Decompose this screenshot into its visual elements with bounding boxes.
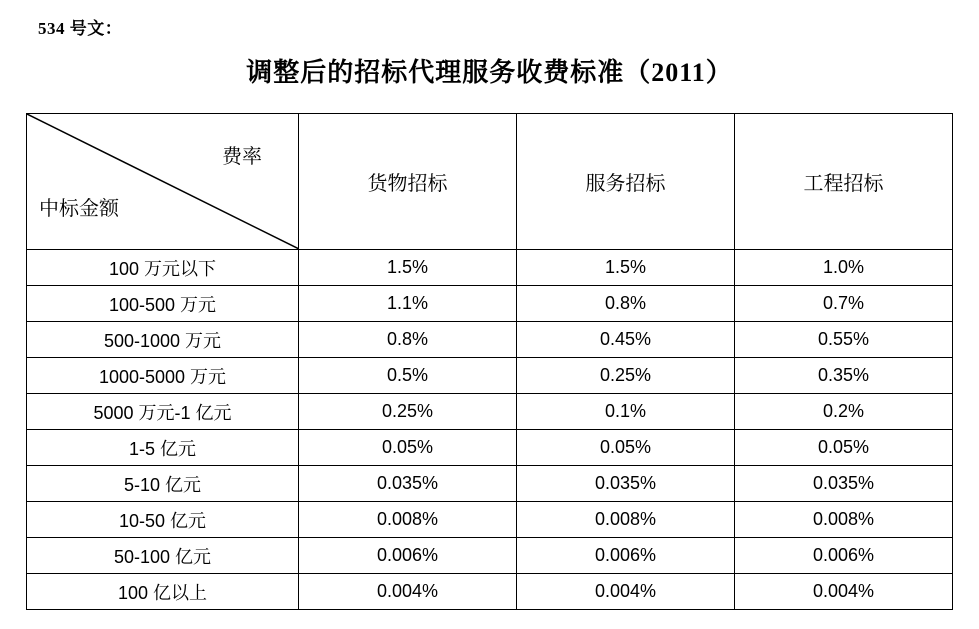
row-label: 10-50 亿元 [27, 502, 299, 538]
table-row [27, 358, 953, 394]
fee-standard-table-container [26, 113, 952, 610]
header-rate-label: 费率 [222, 146, 262, 168]
diagonal-split-header [27, 114, 298, 249]
document-reference-note: 534 号文： [38, 19, 123, 38]
cell-goods: 1.5% [299, 250, 517, 286]
cell-goods: 1.1% [299, 286, 517, 322]
table-row [27, 574, 953, 610]
table-corner-header-cell [27, 114, 299, 250]
cell-goods: 0.5% [299, 358, 517, 394]
row-label: 50-100 亿元 [27, 538, 299, 574]
table-row [27, 466, 953, 502]
row-label: 100 万元以下 [27, 250, 299, 286]
cell-engineering: 0.55% [735, 322, 953, 358]
fee-standard-table [26, 113, 953, 610]
cell-service: 1.5% [517, 250, 735, 286]
cell-service: 0.45% [517, 322, 735, 358]
table-row [27, 286, 953, 322]
cell-service: 0.004% [517, 574, 735, 610]
cell-goods: 0.008% [299, 502, 517, 538]
column-header-service: 服务招标 [517, 114, 735, 250]
cell-engineering: 0.7% [735, 286, 953, 322]
table-row [27, 538, 953, 574]
table-row [27, 430, 953, 466]
cell-service: 0.1% [517, 394, 735, 430]
row-label: 100 亿以上 [27, 574, 299, 610]
cell-engineering: 0.05% [735, 430, 953, 466]
row-label: 5-10 亿元 [27, 466, 299, 502]
cell-goods: 0.05% [299, 430, 517, 466]
table-row [27, 322, 953, 358]
cell-service: 0.008% [517, 502, 735, 538]
cell-engineering: 0.035% [735, 466, 953, 502]
cell-engineering: 0.008% [735, 502, 953, 538]
row-label: 5000 万元-1 亿元 [27, 394, 299, 430]
cell-engineering: 0.35% [735, 358, 953, 394]
column-header-engineering: 工程招标 [735, 114, 953, 250]
row-label: 1000-5000 万元 [27, 358, 299, 394]
table-row [27, 394, 953, 430]
row-label: 500-1000 万元 [27, 322, 299, 358]
cell-service: 0.8% [517, 286, 735, 322]
cell-goods: 0.25% [299, 394, 517, 430]
cell-engineering: 0.006% [735, 538, 953, 574]
column-header-goods: 货物招标 [299, 114, 517, 250]
page-title: 调整后的招标代理服务收费标准（2011） [246, 58, 733, 87]
cell-goods: 0.8% [299, 322, 517, 358]
cell-service: 0.25% [517, 358, 735, 394]
cell-service: 0.05% [517, 430, 735, 466]
header-amount-label: 中标金额 [39, 198, 119, 220]
table-header-row [27, 114, 953, 250]
cell-goods: 0.004% [299, 574, 517, 610]
diagonal-line-icon [27, 114, 298, 249]
row-label: 100-500 万元 [27, 286, 299, 322]
cell-engineering: 0.004% [735, 574, 953, 610]
cell-service: 0.006% [517, 538, 735, 574]
table-row [27, 250, 953, 286]
cell-service: 0.035% [517, 466, 735, 502]
cell-goods: 0.035% [299, 466, 517, 502]
cell-engineering: 1.0% [735, 250, 953, 286]
row-label: 1-5 亿元 [27, 430, 299, 466]
cell-engineering: 0.2% [735, 394, 953, 430]
table-row [27, 502, 953, 538]
cell-goods: 0.006% [299, 538, 517, 574]
